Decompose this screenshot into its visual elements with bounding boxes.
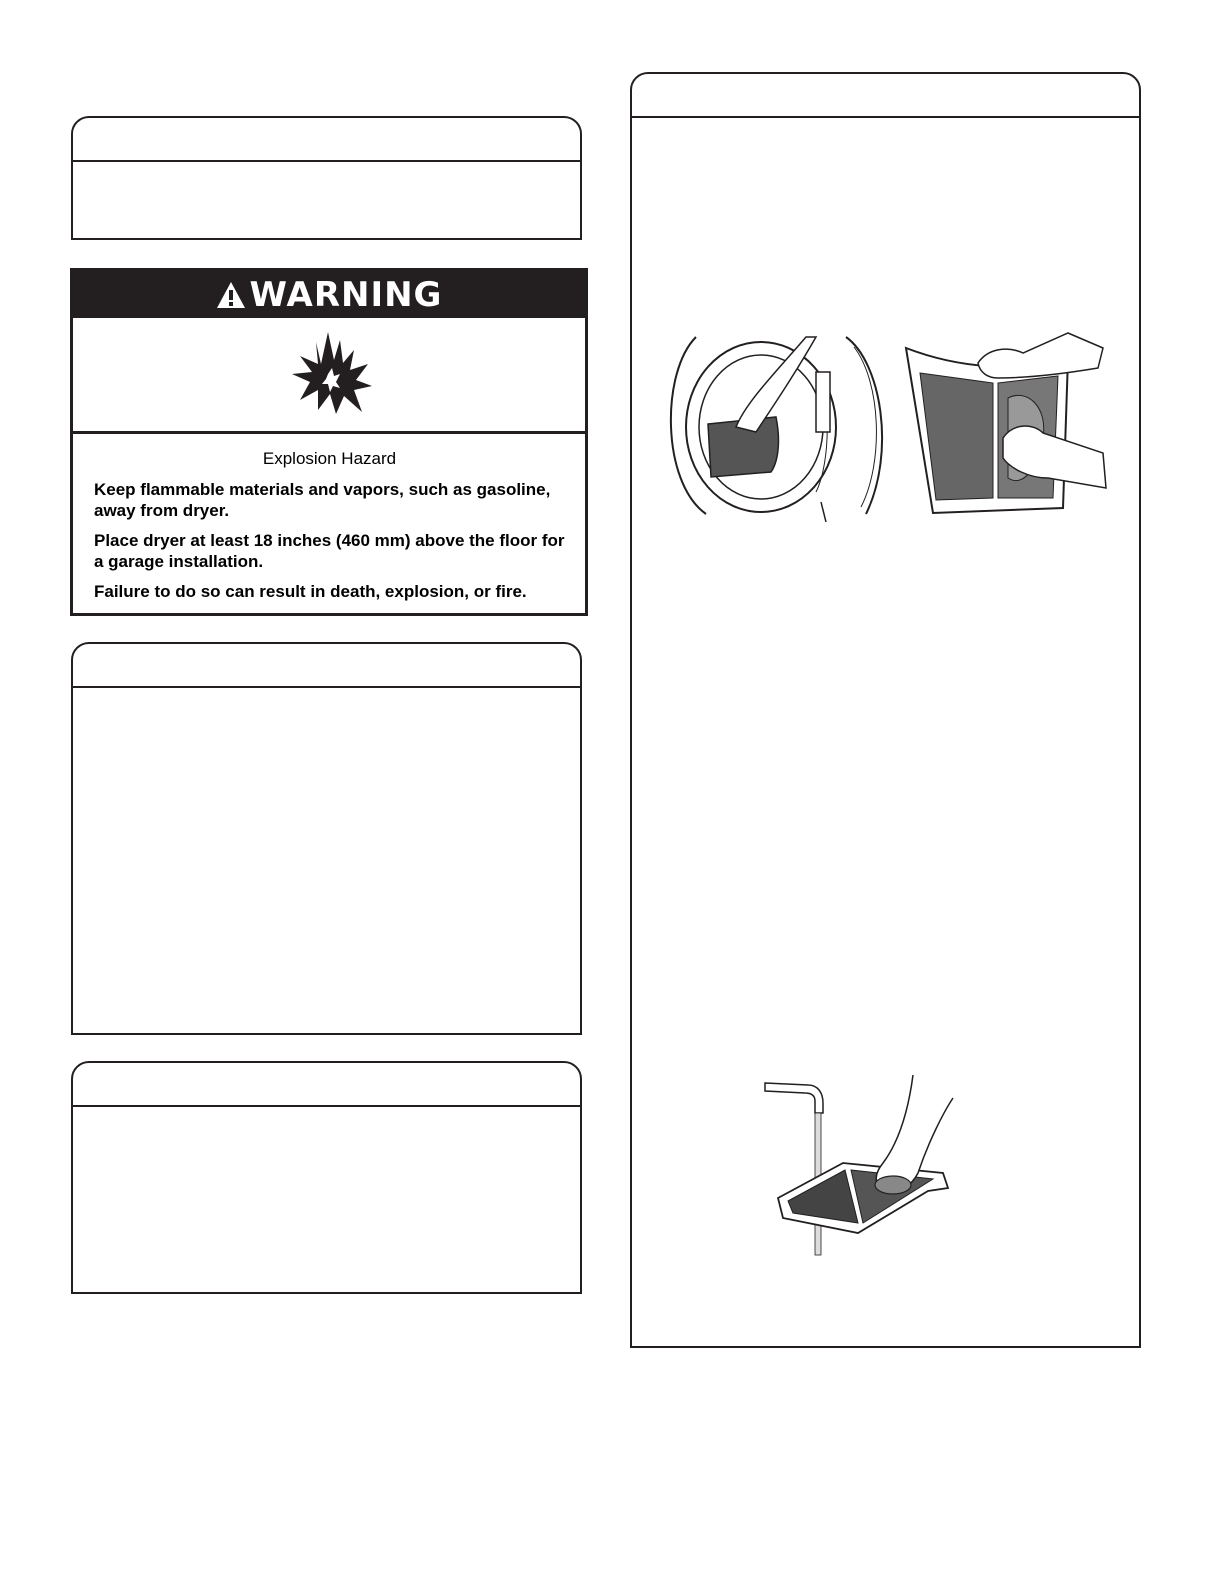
lint-filter-wash-icon [763, 1073, 963, 1258]
warning-message-line: Place dryer at least 18 inches (460 mm) above the floor for a garage installation. [94, 531, 565, 571]
lint-filter-removal-icon [666, 332, 896, 522]
safety-alert-icon [216, 281, 246, 309]
section-box-4 [71, 1107, 582, 1294]
section-box-1-tab [71, 116, 582, 162]
section-box-4-tab [71, 1061, 582, 1107]
section-box-2-tab [630, 72, 1141, 118]
section-box-1 [71, 162, 582, 240]
section-box-3 [71, 688, 582, 1035]
warning-symbol-area [73, 318, 585, 434]
warning-message [73, 431, 585, 613]
warning-message-line: Keep flammable materials and vapors, such as gasoline, away from dryer. [94, 480, 551, 520]
warning-header [73, 271, 585, 318]
section-box-3-tab [71, 642, 582, 688]
explosion-icon [288, 330, 378, 420]
hazard-title: Explosion Hazard [262, 449, 397, 468]
lint-filter-clean-icon [898, 328, 1108, 518]
warning-signal-word: WARNING [249, 274, 443, 315]
warning-label [70, 268, 588, 616]
warning-message-line: Failure to do so can result in death, explosion, or fire. [94, 582, 527, 601]
